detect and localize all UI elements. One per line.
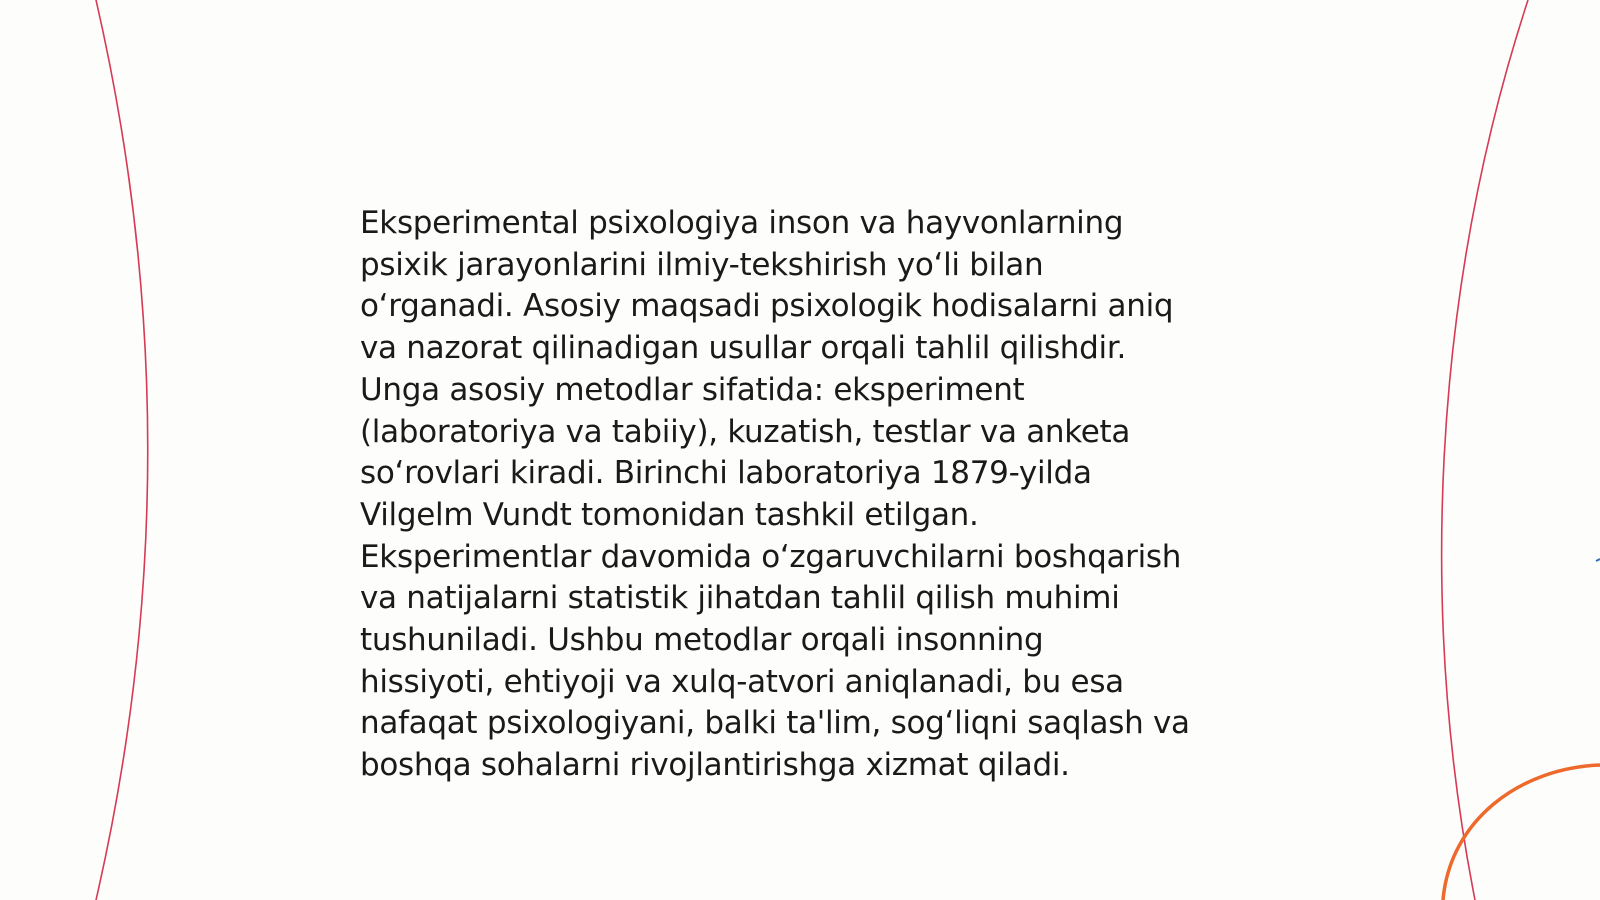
text-line: boshqa sohalarni rivojlantirishga xizmat qiladi. <box>360 747 1070 784</box>
text-line: Unga asosiy metodlar sifatida: eksperiment <box>360 371 1025 408</box>
text-line: so‘rovlari kiradi. Birinchi laboratoriya 1879-yilda <box>360 455 1092 492</box>
text-line: nafaqat psixologiyani, balki ta'lim, sog‘liqni saqlash va <box>360 705 1190 742</box>
slide-body-text <box>360 203 1260 787</box>
text-line: psixik jarayonlarini ilmiy-tekshirish yo‘li bilan <box>360 246 1044 283</box>
text-line: va nazorat qilinadigan usullar orqali tahlil qilishdir. <box>360 330 1126 367</box>
right-curve-line <box>1442 0 1528 900</box>
text-line: Eksperimentlar davomida o‘zgaruvchilarni boshqarish <box>360 538 1182 575</box>
text-line: va natijalarni statistik jihatdan tahlil qilish muhimi <box>360 580 1120 617</box>
text-line: (laboratoriya va tabiiy), kuzatish, testlar va anketa <box>360 413 1131 450</box>
blue-mark <box>1596 559 1600 561</box>
text-line: hissiyoti, ehtiyoji va xulq-atvori aniqlanadi, bu esa <box>360 663 1124 700</box>
text-line: Eksperimental psixologiya inson va hayvonlarning <box>360 205 1124 241</box>
left-curve-line <box>96 0 148 900</box>
text-line: o‘rganadi. Asosiy maqsadi psixologik hodisalarni aniq <box>360 288 1174 325</box>
orange-arc <box>1443 765 1600 900</box>
text-line: tushuniladi. Ushbu metodlar orqali insonning <box>360 622 1044 659</box>
text-line: Vilgelm Vundt tomonidan tashkil etilgan. <box>360 496 979 533</box>
